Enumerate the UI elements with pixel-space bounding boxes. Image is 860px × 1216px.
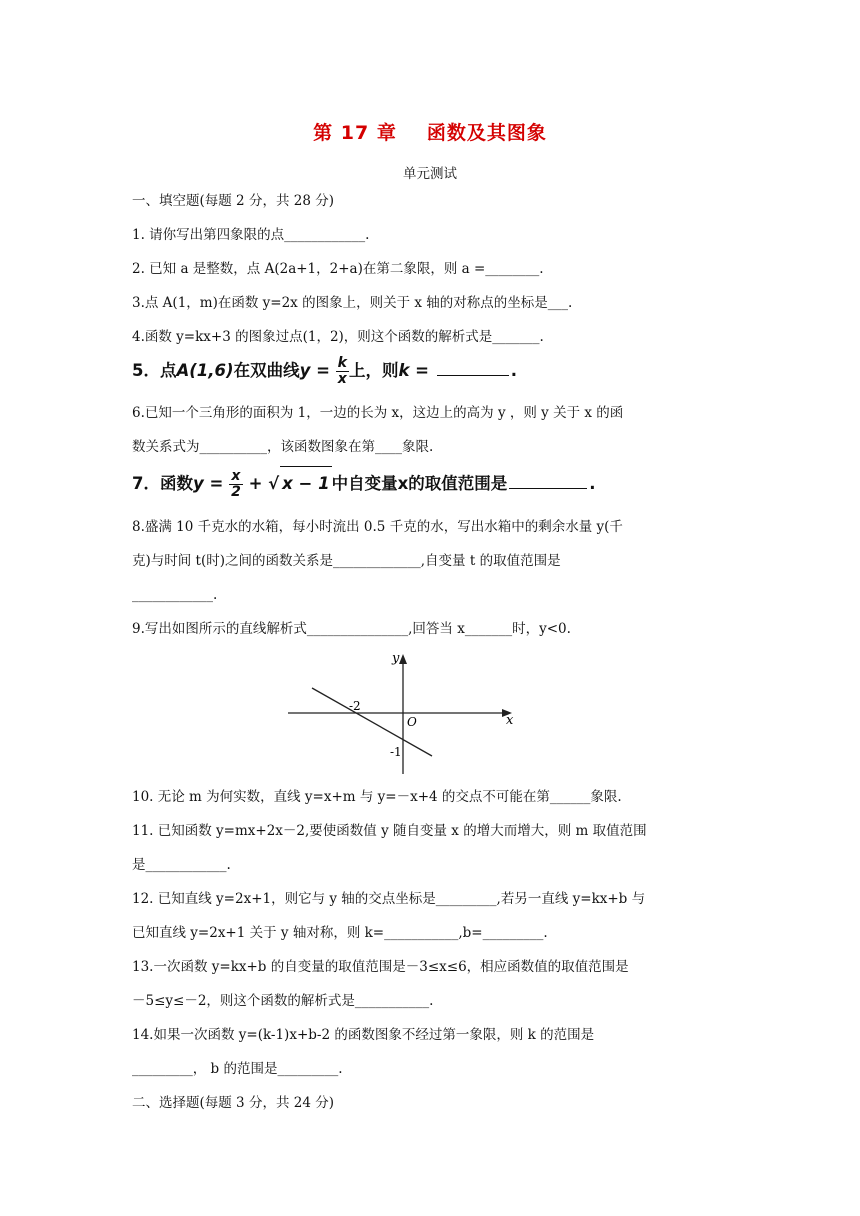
q7-numerator: x <box>229 469 243 485</box>
question-9: 9.写出如图所示的直线解析式_______________,回答当 x_______时，y<0. <box>132 621 571 637</box>
q5-numerator: k <box>337 355 347 371</box>
line-graph-figure <box>286 650 518 776</box>
q5-answer-blank <box>437 361 509 376</box>
q5-end: . <box>510 361 518 380</box>
q5-prefix: 5．点 <box>132 361 177 380</box>
question-8-line-3: ____________. <box>132 587 218 603</box>
q5-fraction <box>336 356 349 387</box>
question-14-line-1: 14.如果一次函数 y=(k-1)x+b-2 的函数图象不经过第一象限，则 k 的范围是 <box>132 1027 595 1043</box>
question-10: 10. 无论 m 为何实数，直线 y=x+m 与 y=－x+4 的交点不可能在第______象限. <box>132 789 622 805</box>
question-13-line-2: －5≤y≤－2，则这个函数的解析式是___________. <box>132 993 434 1009</box>
q5-k: k = <box>398 361 430 380</box>
x-axis-label: x <box>506 713 514 728</box>
chapter-title <box>0 118 860 145</box>
q5-post: 上，则 <box>348 361 399 380</box>
question-8-line-2: 克)与时间 t(时)之间的函数关系是_____________,自变量 t 的取值范围是 <box>132 553 561 569</box>
question-12-line-1: 12. 已知直线 y=2x+1，则它与 y 轴的交点坐标是_________,若另一直线 y=kx+b 与 <box>132 891 646 907</box>
question-4: 4.函数 y=kx+3 的图象过点(1，2)，则这个函数的解析式是_______. <box>132 329 544 345</box>
q7-plus: + <box>248 474 263 493</box>
question-1: 1. 请你写出第四象限的点____________. <box>132 227 370 243</box>
question-6-line-1: 6.已知一个三角形的面积为 1，一边的长为 x，这边上的高为 y ，则 y 关于 x 的函 <box>132 405 624 421</box>
chapter-number: 第 17 章 <box>313 122 397 144</box>
q5-denominator: x <box>337 371 347 387</box>
question-8-line-1: 8.盛满 10 千克水的水箱，每小时流出 0.5 千克的水，写出水箱中的剩余水量 y(千 <box>132 519 623 535</box>
q7-fraction <box>229 469 243 500</box>
q7-answer-blank <box>509 474 587 489</box>
q7-end: . <box>589 474 596 493</box>
question-14-line-2: _________， b 的范围是_________. <box>132 1061 343 1077</box>
q7-prefix: 7．函数 <box>132 474 193 493</box>
q7-denominator: 2 <box>231 484 241 500</box>
question-13-line-1: 13.一次函数 y=kx+b 的自变量的取值范围是－3≤x≤6，相应函数值的取值范围是 <box>132 959 629 975</box>
chapter-topic: 函数及其图象 <box>426 122 547 144</box>
y-intercept-label: -1 <box>390 745 402 759</box>
q7-lhs: y = <box>192 474 224 493</box>
question-6-line-2: 数关系式为__________，该函数图象在第____象限. <box>132 439 434 455</box>
y-axis-label: y <box>392 651 400 666</box>
q5-mid: 在双曲线 <box>233 361 300 380</box>
x-intercept-label: -2 <box>349 699 361 713</box>
section-1-heading: 一、填空题(每题 2 分，共 28 分) <box>132 193 334 209</box>
q7-radicand: x − 1 <box>280 466 331 501</box>
section-2-heading: 二、选择题(每题 3 分，共 24 分) <box>132 1095 334 1111</box>
y-axis-arrow <box>399 654 407 664</box>
q7-post: 中自变量x的取值范围是 <box>331 474 508 493</box>
question-11-line-1: 11. 已知函数 y=mx+2x－2,要使函数值 y 随自变量 x 的增大而增大，则 m 取值范围 <box>132 823 647 839</box>
question-11-line-2: 是____________. <box>132 857 231 873</box>
question-2: 2. 已知 a 是整数，点 A(2a+1，2+a)在第二象限，则 a =________. <box>132 261 544 277</box>
origin-label: O <box>407 715 417 729</box>
question-12-line-2: 已知直线 y=2x+1 关于 y 轴对称，则 k=___________,b=_________. <box>132 925 548 941</box>
page-subtitle: 单元测试 <box>403 166 457 182</box>
q5-point: A(1,6) <box>176 361 234 380</box>
q5-lhs: y = <box>299 361 330 380</box>
question-7: 7．函数y = $\frac{x}{2}$ + √ x − 1 中自变量x的取值范围是 . <box>132 468 596 500</box>
question-5 <box>132 354 710 388</box>
question-3: 3.点 A(1，m)在函数 y=2x 的图象上，则关于 x 轴的对称点的坐标是___. <box>132 295 573 311</box>
